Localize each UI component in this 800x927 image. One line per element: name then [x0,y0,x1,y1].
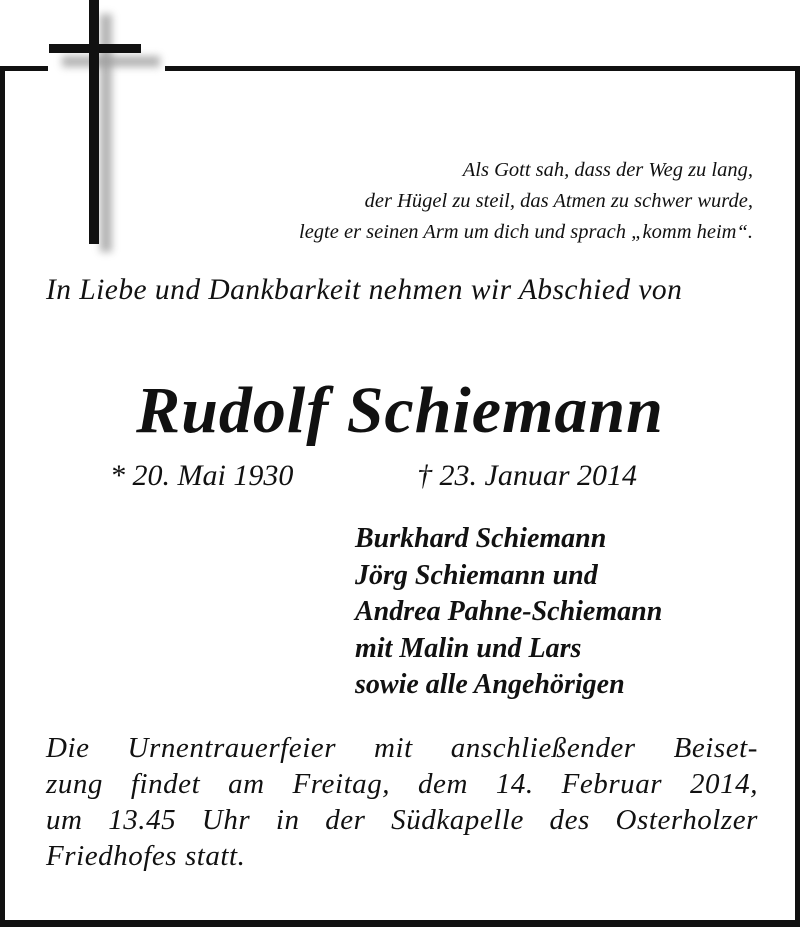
service-line: Die Urnentrauerfeier mit anschließender Beiset- [46,732,758,764]
death-date: † 23. Januar 2014 [417,459,637,492]
birth-date: * 20. Mai 1930 [110,459,294,492]
poem-line: Als Gott sah, dass der Weg zu lang, [462,159,753,181]
cross-vertical-beam [89,0,99,244]
frame-bottom-border [0,920,800,927]
poem-line: der Hügel zu steil, das Atmen zu schwer wurde, [364,190,753,212]
deceased-name: Rudolf Schiemann [136,374,664,447]
service-line: um 13.45 Uhr in der Südkapelle des Osterholzer [46,804,758,836]
cross-shadow-horizontal [62,56,160,67]
mourner-line: sowie alle Angehörigen [355,669,625,700]
mourner-line: Burkhard Schiemann [355,523,607,554]
mourner-line: mit Malin und Lars [355,632,582,664]
poem-line: legte er seinen Arm um dich und sprach „komm heim“. [299,221,753,243]
intro-text: In Liebe und Dankbarkeit nehmen wir Abschied von [46,274,683,306]
service-info [46,730,758,874]
mourner-line: Jörg Schiemann und [355,559,598,591]
mourner-line: Andrea Pahne-Schiemann [355,596,663,627]
frame-top-right-border [165,66,800,71]
service-line: Friedhofes statt. [46,840,246,872]
frame-left-border [0,66,5,927]
frame-right-border [795,66,800,927]
cross-horizontal-beam [49,44,141,53]
frame-top-left-border [0,66,48,71]
service-line: zung findet am Freitag, dem 14. Februar 2014, [46,768,758,800]
mourners-list [355,521,662,704]
poem [299,155,753,248]
